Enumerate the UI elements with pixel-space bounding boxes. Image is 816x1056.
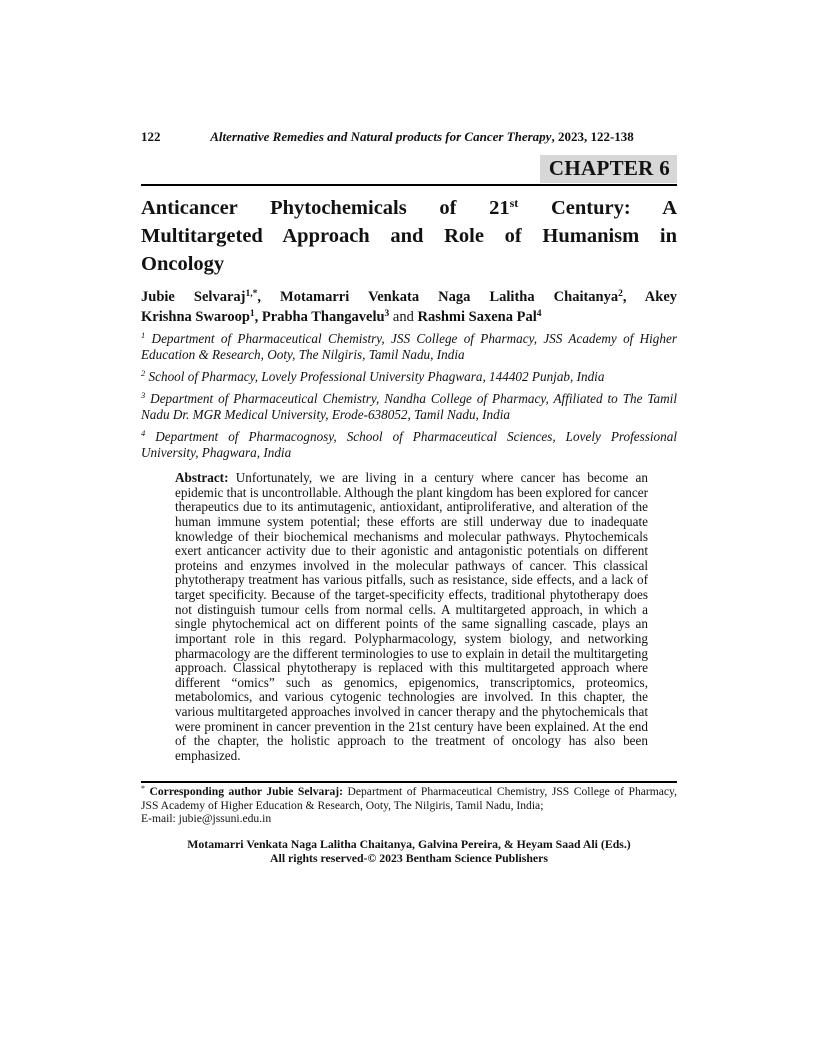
chapter-label: CHAPTER 6: [540, 155, 677, 183]
abstract-label: Abstract:: [175, 470, 229, 485]
footnote-bold-text: Corresponding author Jubie Selvaraj:: [145, 785, 343, 798]
author-name: Prabha Thangavelu: [261, 308, 385, 325]
footnote-marker: *: [141, 784, 145, 793]
editors-line: Motamarri Venkata Naga Lalitha Chaitanya, Galvina Pereira, & Heyam Saad Ali (Eds.): [187, 837, 631, 851]
affiliation-1: [141, 331, 677, 363]
running-title: [141, 129, 677, 145]
abstract-text: Unfortunately, we are living in a century where cancer has become an epidemic that is uncontrollable. Although the plant kingdom has been explored for cancer therapeutics due to its antimutagenic, antioxidant, antiproliferative, and alteration of the human immune system potential; these efforts are still underway due to inadequate knowledge of their biochemical mechanisms and molecular pathways. Phytochemicals exert anticancer activity due to their agonistic and antagonistic potentials on different proteins and enzymes involved in the molecular pathways of cancer. This classical phytotherapy treatment has various pitfalls, such as resistance, side effects, and a lack of target specificity. Because of the target-specificity effects, traditional phytotherapy does not distinguish tumour cells from normal cells. A multitargeted approach, in which a single phytochemical act on different points of the same signalling cascade, plays an important role in this regard. Polypharmacology, system biology, and networking pharmacology are the different terminologies to use to explain in detail the multitargeting approach. Classical phytotherapy is replaced with this multitargeted approach where different “omics” such as genomics, epigenomics, transcriptomics, proteomics, metabolomics, and various cytogenic technologies are involved. In this chapter, the various multitargeted approaches involved in cancer therapy and the phytochemicals that were prominent in cancer prevention in the 21st century have been explained. At the end of the chapter, the holistic approach to the treatment of oncology has also been emphasized.: [175, 470, 648, 763]
publisher-footer: [141, 837, 677, 865]
author-name: Motamarri Venkata Naga Lalitha Chaitanya: [280, 289, 619, 305]
affiliation-marker: 4: [141, 427, 146, 438]
chapter-row: [141, 155, 677, 183]
author-separator: ,: [622, 289, 645, 305]
author-affil-marker: 3: [384, 308, 390, 319]
title-line-1: [141, 194, 677, 222]
corresponding-author-note: [141, 785, 677, 826]
affiliation-text: School of Pharmacy, Lovely Professional University Phagwara, 144402 Punjab, India: [145, 368, 605, 384]
journal-title: Alternative Remedies and Natural products for Cancer Therapy: [210, 129, 552, 144]
abstract: [175, 471, 648, 764]
title-superscript: st: [509, 196, 519, 210]
author-connector: and: [389, 308, 418, 325]
author-name: Akey: [644, 289, 678, 305]
page-number: 122: [141, 129, 161, 144]
author-affil-marker: 1,*: [245, 289, 258, 299]
journal-ref: , 2023, 122-138: [551, 129, 634, 144]
author-separator: ,: [257, 289, 281, 305]
copyright-line: All rights reserved-© 2023 Bentham Science Publishers: [270, 851, 548, 865]
running-header: [141, 129, 677, 145]
title-line-2: Multitargeted Approach and Role of Humanism in: [141, 225, 677, 247]
affiliation-2: [141, 369, 677, 385]
author-affil-marker: 2: [618, 289, 623, 299]
chapter-title: [141, 194, 677, 278]
author-name: Jubie Selvaraj: [141, 289, 246, 305]
title-text: Anticancer Phytochemicals of 21: [141, 197, 510, 219]
author-affil-marker: 1: [249, 308, 255, 319]
footnote-text: Department of Pharmaceutical Chemistry, JSS College of Pharmacy, JSS Academy of Higher Education & Research, Ooty, The Nilgiris, Tamil Nadu, India;: [141, 785, 677, 812]
author-list: [141, 288, 677, 327]
affiliation-marker: 3: [141, 389, 146, 400]
author-name: Krishna Swaroop: [141, 308, 250, 325]
header-rule: [141, 184, 677, 186]
footnote-email: E-mail: jubie@jssuni.edu.in: [141, 812, 272, 826]
authors-line-2: [141, 308, 677, 328]
author-affil-marker: 4: [536, 308, 542, 319]
title-line-3: Oncology: [141, 253, 225, 275]
author-name: Rashmi Saxena Pal: [417, 308, 537, 325]
title-text: Century: A: [518, 197, 678, 219]
author-separator: ,: [254, 308, 262, 325]
authors-line-1: [141, 288, 677, 308]
affiliation-marker: 2: [141, 367, 146, 378]
affiliation-4: [141, 429, 677, 461]
affiliation-text: Department of Pharmacognosy, School of Pharmaceutical Sciences, Lovely Professional University, Phagwara, India: [141, 428, 677, 460]
footnote-rule: [141, 781, 677, 783]
affiliation-marker: 1: [141, 330, 146, 340]
affiliation-list: [141, 331, 677, 466]
affiliation-text: Department of Pharmaceutical Chemistry, JSS College of Pharmacy, JSS Academy of Higher Education & Research, Ooty, The Nilgiris, Tamil Nadu, India: [141, 331, 677, 363]
affiliation-3: [141, 391, 677, 423]
affiliation-text: Department of Pharmaceutical Chemistry, Nandha College of Pharmacy, Affiliated to The Tamil Nadu Dr. MGR Medical University, Erode-638052, Tamil Nadu, India: [141, 390, 677, 422]
